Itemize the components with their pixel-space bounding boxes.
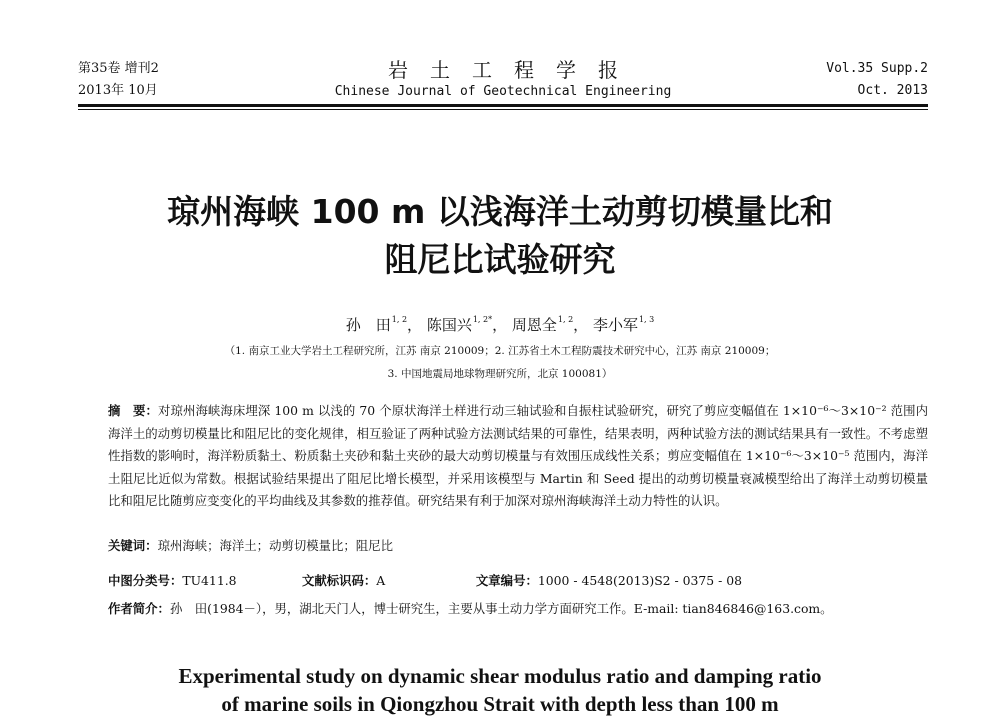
author-affil-sup: 1, 2* <box>472 315 493 324</box>
author-name: 陈国兴 <box>426 316 472 334</box>
author-name: 孙 田 <box>345 316 391 334</box>
abstract-label: 摘 要： <box>108 403 158 418</box>
doc-code-value: A <box>376 573 386 588</box>
journal-name-en: Chinese Journal of Geotechnical Engineering <box>334 84 672 99</box>
clc-value: TU411.8 <box>182 573 237 588</box>
volume-issue-cn: 第35卷 增刊2 <box>78 61 159 76</box>
affiliation-line1: （1. 南京工业大学岩土工程研究所，江苏 南京 210009；2. 江苏省土木工程防震技术研究中心，江苏 南京 210009； <box>224 345 776 357</box>
author-affil-sup: 1, 2 <box>391 315 408 324</box>
author-affil-sup: 1, 2 <box>557 315 574 324</box>
header-right <box>826 58 928 102</box>
author-list: 孙 田$^{1, 2}$， 陈国兴$^{1, 2*}$， 周恩全$^{1, 2}$， 李小军$^{1, 3}$ <box>345 315 655 334</box>
doc-code-label: 文献标识码： <box>301 573 377 588</box>
volume-issue-en: Vol.35 Supp.2 <box>826 61 928 76</box>
affiliation-line2: 3. 中国地震局地球物理研究所，北京 100081） <box>387 368 613 380</box>
title-cn-line1: 琼州海峡 100 m 以浅海洋土动剪切模量比和 <box>167 192 833 231</box>
abstract-text: 对琼州海峡海床埋深 100 m 以浅的 70 个原状海洋土样进行动三轴试验和自振柱试验研究，研究了剪应变幅值在 1×10⁻⁶～3×10⁻² 范围内海洋土的动剪切模量比和阻尼比的变化规律，相互验证了两种试验方法测试结果的可靠性，结果表明，两种试验方法的测试结果具有一致性。不考虑塑性指数的影响时，海洋粉质黏土、粉质黏土夹砂和黏土夹砂的最大动剪切模量与有效围压成线性关系；剪应变幅值在 1×10⁻⁶～3×10⁻⁵ 范围内，海洋土阻尼比近似为常数。根据试验结果提出了阻尼比增长模型，并采用该模型与 Martin 和 Seed 提出的动剪切模量衰减模型给出了海洋土动剪切模量比和阻尼比随剪应变变化的平均曲线及其参数的推荐值。研究结果有利于加深对琼州海峡海洋土动力特性的认识。 <box>108 403 928 509</box>
bio-label: 作者简介： <box>108 601 170 616</box>
abstract <box>108 400 928 513</box>
article-no-value: 1000 - 4548(2013)S2 - 0375 - 08 <box>537 573 742 588</box>
date-en: Oct. 2013 <box>857 83 928 98</box>
header-rule-thick <box>78 104 928 107</box>
paper-title-cn <box>60 188 940 284</box>
date-cn: 2013年 10月 <box>78 83 158 98</box>
keywords-label: 关键词： <box>108 538 158 553</box>
title-en-line1: Experimental study on dynamic shear modulus ratio and damping ratio <box>178 664 822 688</box>
paper-title-en <box>40 662 960 718</box>
keywords <box>108 536 928 554</box>
journal-name-cn: 岩土工程学报 <box>388 58 640 82</box>
header-center <box>78 58 928 102</box>
title-en-line2: of marine soils in Qiongzhou Strait with depth less than 100 m <box>221 692 779 716</box>
author-name: 李小军 <box>592 316 638 334</box>
journal-header <box>78 58 928 102</box>
clc-label: 中图分类号： <box>108 573 183 588</box>
keywords-text: 琼州海峡；海洋土；动剪切模量比；阻尼比 <box>157 538 393 553</box>
classification-line <box>108 571 928 589</box>
author-affil-sup: 1, 3 <box>638 315 655 324</box>
title-cn-line2: 阻尼比试验研究 <box>384 240 616 279</box>
bio-text: 孙 田(1984－），男，湖北天门人，博士研究生，主要从事土动力学方面研究工作。E-mail: tian846846@163.com。 <box>169 601 833 616</box>
author-name: 周恩全 <box>511 316 557 334</box>
article-no-label: 文章编号： <box>475 573 538 588</box>
author-bio <box>108 598 928 620</box>
header-rule-thin <box>78 109 928 110</box>
